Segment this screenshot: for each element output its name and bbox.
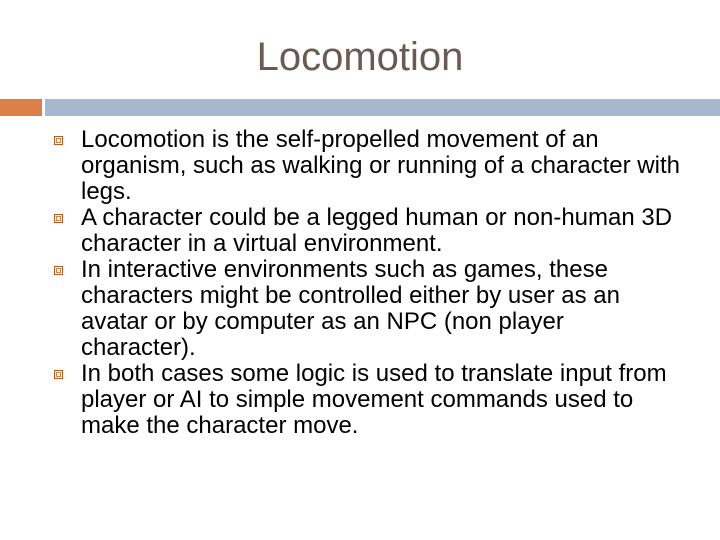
bullet-item xyxy=(54,205,684,257)
bullet-item xyxy=(54,257,684,361)
square-bullet-icon xyxy=(54,136,63,145)
square-bullet-icon xyxy=(54,214,63,223)
bullet-text: In interactive environments such as games, these characters might be controlled either by user as an avatar or by computer as an NPC (non player character). xyxy=(81,256,620,361)
bullet-text: A character could be a legged human or non-human 3D character in a virtual environment. xyxy=(81,204,673,257)
accent-bar-blue xyxy=(45,99,720,116)
square-bullet-icon xyxy=(54,370,63,379)
bullet-item xyxy=(54,361,684,439)
bullet-text: In both cases some logic is used to translate input from player or AI to simple movement commands used to make the character move. xyxy=(81,360,667,439)
slide-title: Locomotion xyxy=(256,35,464,79)
bullet-item xyxy=(54,127,684,205)
square-bullet-icon xyxy=(54,266,63,275)
accent-bar-orange xyxy=(0,99,42,116)
bullet-list xyxy=(54,127,684,439)
bullet-text: Locomotion is the self-propelled movement of an organism, such as walking or running of a character with legs. xyxy=(81,126,680,205)
